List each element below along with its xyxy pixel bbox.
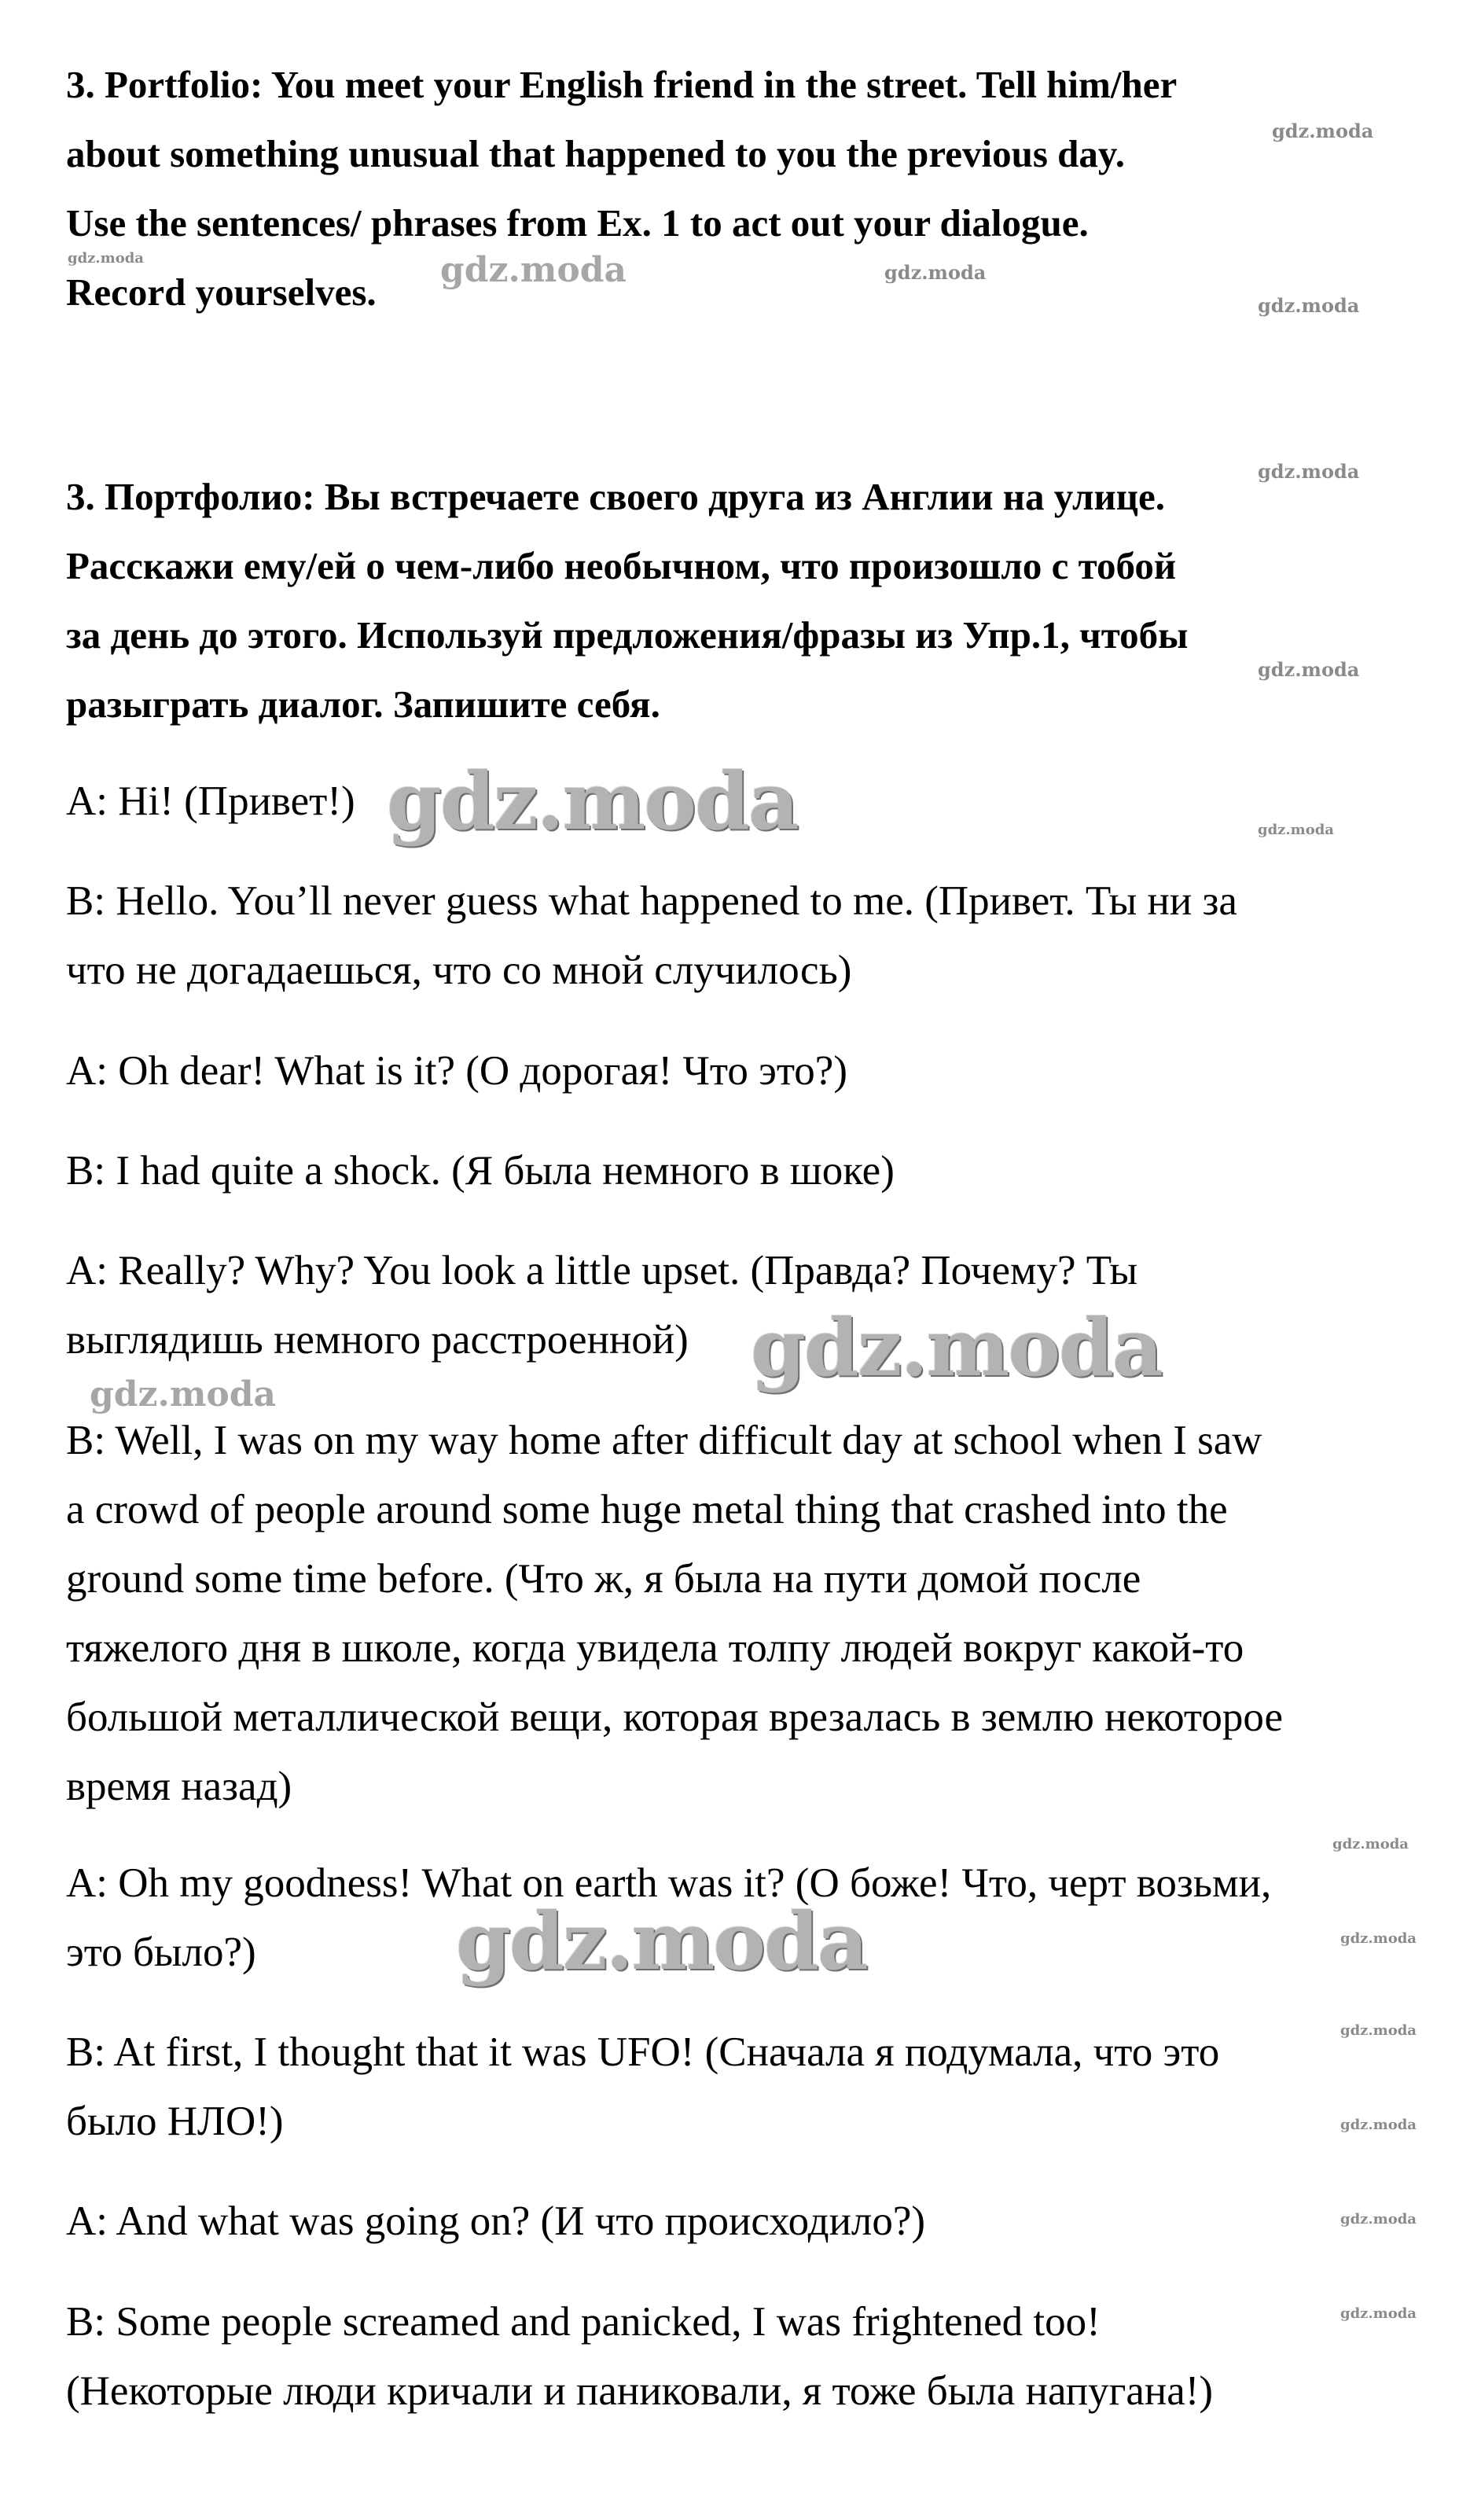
text-line: (Некоторые люди кричали и паниковали, я тоже была напугана!) [66, 2368, 1214, 2414]
text-line: a crowd of people around some huge metal thing that crashed into the [66, 1487, 1228, 1532]
text-line: было НЛО!) [66, 2099, 284, 2144]
watermark: gdz.moda [1258, 658, 1360, 681]
text-line: B: I had quite a shock. (Я была немного в шоке) [66, 1148, 895, 1194]
watermark: gdz.moda [1258, 294, 1360, 317]
text-line: A: And what was going on? (И что происходило?) [66, 2198, 926, 2244]
text-line: выглядишь немного расстроенной) [66, 1317, 689, 1363]
text-line: 3. Portfolio: You meet your English friend in the street. Tell him/her [66, 63, 1178, 106]
text-line: B: Hello. You’ll never guess what happened to me. (Привет. Ты ни за [66, 878, 1237, 924]
watermark: gdz.moda [1340, 1930, 1417, 1947]
watermark: gdz.moda [456, 1895, 867, 1988]
text-line: время назад) [66, 1764, 292, 1809]
watermark: gdz.moda [1340, 2211, 1417, 2228]
text-line: Record yourselves. [66, 270, 377, 314]
dialogue-line [66, 2187, 1418, 2256]
watermark: gdz.moda [1340, 2305, 1417, 2322]
dialogue-line [66, 1036, 1418, 1105]
dialogue-line [66, 1136, 1418, 1205]
text-line: разыграть диалог. Запишите себя. [66, 682, 660, 726]
text-line: B: At first, I thought that it was UFO! (Сначала я подумала, что это [66, 2029, 1220, 2075]
watermark: gdz.moda [1258, 460, 1360, 483]
text-line: тяжелого дня в школе, когда увидела толпу людей вокруг какой-то [66, 1625, 1244, 1671]
text-line: это было?) [66, 1930, 256, 1975]
watermark: gdz.moda [1340, 2022, 1417, 2039]
text-line: A: Oh dear! What is it? (О дорогая! Что это?) [66, 1048, 847, 1094]
dialogue-line [66, 2287, 1418, 2426]
dialogue-line [66, 1406, 1418, 1821]
text-line: за день до этого. Используй предложения/фразы из Упр.1, чтобы [66, 613, 1189, 657]
text-line: ground some time before. (Что ж, я была на пути домой после [66, 1556, 1141, 1602]
text-line: большой металлической вещи, которая врезалась в землю некоторое [66, 1694, 1283, 1740]
watermark: gdz.moda [90, 1374, 277, 1415]
watermark: gdz.moda [440, 250, 627, 290]
text-line: 3. Портфолио: Вы встречаете своего друга из Англии на улице. [66, 475, 1166, 518]
text-line: A: Hi! (Привет!) [66, 778, 355, 824]
task-heading-russian [66, 462, 1418, 739]
dialogue-line [66, 1236, 1418, 1374]
dialogue-line [66, 767, 1418, 836]
dialogue-line [66, 866, 1418, 1005]
text-line: A: Really? Why? You look a little upset. (Правда? Почему? Ты [66, 1248, 1138, 1293]
watermark: gdz.moda [387, 755, 798, 848]
text-line: B: Well, I was on my way home after difficult day at school when I saw [66, 1418, 1262, 1463]
text-line: что не догадаешься, что со мной случилось) [66, 947, 852, 993]
task-heading-english [66, 50, 1418, 327]
dialogue-line [66, 1849, 1418, 1987]
text-line: Расскажи ему/ей о чем-либо необычном, что произошло с тобой [66, 544, 1177, 587]
watermark: gdz.moda [751, 1301, 1162, 1394]
watermark: gdz.moda [1272, 120, 1374, 142]
watermark: gdz.moda [1258, 822, 1334, 838]
watermark: gdz.moda [1340, 2117, 1417, 2133]
watermark: gdz.moda [68, 250, 144, 267]
text-line: Use the sentences/ phrases from Ex. 1 to act out your dialogue. [66, 201, 1089, 245]
text-line: A: Oh my goodness! What on earth was it? (О боже! Что, черт возьми, [66, 1860, 1272, 1906]
watermark: gdz.moda [884, 261, 987, 284]
watermark: gdz.moda [1332, 1836, 1409, 1852]
dialogue-line [66, 2018, 1418, 2156]
text-line: B: Some people screamed and panicked, I was frightened too! [66, 2299, 1101, 2345]
text-line: about something unusual that happened to you the previous day. [66, 132, 1125, 175]
